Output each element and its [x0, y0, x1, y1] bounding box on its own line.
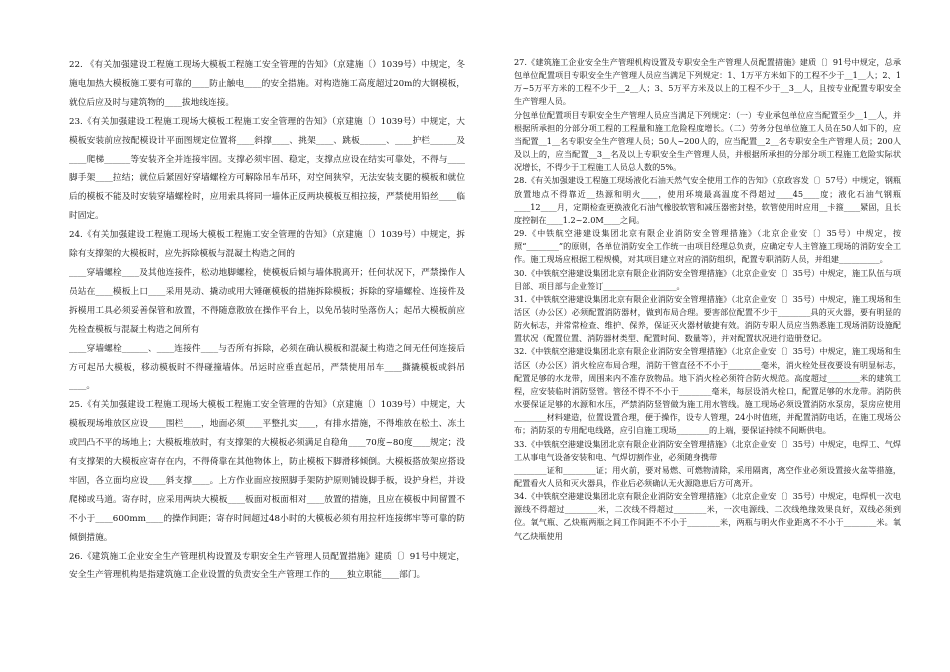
question-25: 25.《有关加强建设工程施工现场大模板工程施工安全管理的告知》（京建施〔）1039号）中规定，大模板现场堆放区应设____围栏____，地面必须____平整扎实____，有排水措施，不得堆放在松土、冻土或凹凸不平的场地上；大模板堆放时，有支撑架的大模板必须满足自稳角____70度~80度____规定；没有支撑架的大模板应寄存在内，不得倚靠在其他物体上，防止模板下脚滑移倾倒。大模板搭放架应搭设牢固，各立面均应设____斜支撑____。上方作业面应按照脚手架防护原则铺设脚手板，设护身栏，并设爬梯或马道。寄存时，应采用两块大模板____板面对板面相对____放置的措施，且应在模板中间留置不不小于____600mm____的操作间距；寄存时间超过48小时的大模板必须有用拉杆连接绑牢等可靠的防倾倒措施。: [69, 400, 465, 543]
question-33-continued: ________证和________证；用火前，要对易燃、可燃物清除，采用隔离，离空作业必须设置接火盆等措施，配置看火人员和灭火器具，作业后必须确认无火源隐患后方可离开。: [514, 464, 901, 488]
question-23: 23.《有关加强建设工程施工现场大模板工程施工安全管理的告知》（京建施〔）1039号）中规定，大模板安装前应按配模设计平面图规定位置将____斜撑____、挑架____、跳板______、____护栏______及____爬梯______等安装齐全并连接牢固。支撑必须牢固、稳定，支撑点应设在结实可靠处，不得与____脚手架____拉结；就位后紧固好穿墙螺栓方可解除吊车吊环，对空间狭窄，无法安装支腿的模板和就位后的模板不能及时安装穿墙螺栓时，应用索具将同一墙体正反两块模板互相拉接，严禁使用铅丝____临时固定。: [69, 116, 465, 222]
question-29: 29.《中铁航空港建设集团北京有限企业消防安全管理措施》（北京企业安〔〕35号）中规定，按照“________”的原则，各单位消防安全工作统一由项目经理总负责，应确定专人主管施工现场的消防安全工作。施工现场应根据工程规模，对其项目建立对应的消防组织，配置专职消防人员，并组建__________。: [514, 228, 901, 265]
question-32: 32.《中铁航空港建设集团北京有限企业消防安全管理措施》（北京企业安〔〕35号）中规定，施工现场和生活区（办公区）消火栓应布局合理，消防干管直径不不小于________毫米，消火栓处昼夜要设有明显标志，配置足够的水龙带，周围来内不准存放物品。地下消火栓必须符合防火规范。高度超过________米的建筑工程，应安装临时消防竖管。管径不得不不小于________毫米，每层设消火栓口，配置足够的水龙带。消防供水要保证足够的水源和水压，严禁消防竖管做为施工用水管线。施工现场必须设置消防水泵房，泵房应使用________材料建造，位置设置合理，便于操作，设专人管理，24小时值班，并配置消防电话，在施工现场公布；消防泵的专用配电线路，应引自施工现场________的上端，要保证持续不间断供电。: [514, 346, 901, 436]
question-27: 27.《建筑施工企业安全生产管理机构设置及专职安全生产管理人员配置措施》建质〔〕91号中规定，总承包单位配置项目专职安全生产管理人员应当满足下列规定：1、1万平方米如下的工程不少于__1__人；2、1万~5万平方米的工程不少于__2__人；3、5万平方米及以上的工程不少于__3__人，且按专业配置专职安全生产管理人员。: [514, 57, 901, 107]
question-27-subcontract: 分包单位配置项目专职安全生产管理人员应当满足下列规定：（一）专业承包单位应当配置至少__1__人，并根据所承担的分部分项工程的工程量和施工危险程度增长。（二）劳务分包单位施工人员在50人如下的，应当配置__1__名专职安全生产管理人员；50人~200人的，应当配置__2__名专职安全生产管理人员；200人及以上的，应当配置__3__名及以上专职安全生产管理人员，并根据所承担的分部分项工程施工危险实际状况增长，不得少于工程施工人员总人数的5%。: [514, 109, 901, 173]
question-30: 30.《中铁航空港建设集团北京有限企业消防安全管理措施》（北京企业安〔〕35号）中规定，施工队伍与项目部、项目部与企业签订__________________。: [514, 267, 901, 291]
right-column: [514, 56, 901, 543]
question-34: 34.《中铁航空港建设集团北京有限企业消防安全管理措施》（北京企业安〔〕35号）中规定，电焊机一次电源线不得超过________米，二次线不得超过________米，一次电源线、二次线绝缘效果良好，双线必须到位。氧气瓶、乙炔瓶两瓶之间工作间距不不小于________米，两瓶与明火作业距离不不小于________米。氧气乙炔瓶使用: [514, 491, 901, 541]
left-column: [69, 56, 465, 585]
question-31: 31.《中铁航空港建设集团北京有限企业消防安全管理措施》（北京企业安〔〕35号）中规定，施工现场和生活区（办公区）必须配置消防器材，做到布局合理。要害部位配置不少于________具的灭火器，要有明显的防火标志，并常常检查、维护、保养，保证灭火器材敏捷有效。消防专职人员应当熟悉施工现场消防设施配置状况（配置位置、消防器材类型、配置时间、数量等），并对配置状况进行造册登记。: [514, 293, 901, 344]
question-24: 24.《有关加强建设工程施工现场大模板工程施工安全管理的告知》（京建施〔）1039号）中规定，拆除有支撑架的大模板时，应先拆除模板与混凝土构造之间的: [69, 230, 465, 260]
question-33: 33.《中铁航空港建设集团北京有限企业消防安全管理措施》（北京企业安〔〕35号）中规定，电焊工、气焊工从事电气设备安装和电、气焊切割作业，必须随身携带: [514, 438, 901, 462]
question-24-continued-2: ____穿墙螺栓______、____连接件____与否所有拆除，必须在确认模板和混凝土构造之间无任何连接后方可起吊大模板，移动模板时不得碰撞墙体。吊运时应垂直起吊，严禁使用吊车____撕撬模板或斜吊____。: [69, 343, 465, 392]
question-24-continued: ____穿墙螺栓____及其他连接件，松动地脚螺栓，使模板后倾与墙体脱离开；任何状况下，严禁操作人员站在____模板上口____采用晃动、撬动或用大锤砸模板的措施拆除模板；拆除的穿墙螺栓、连接件及拆模用工具必须妥善保管和放置，不得随意散放在操作平台上，以免吊装时坠落伤人；起吊大模板前应先检查模板与混凝土构造之间所有: [69, 267, 465, 335]
question-28: 28.《有关加强建设工程施工现场液化石油天然气安全使用工作的告知》（京政容发〔〕57号）中规定，钢瓶放置地点不得靠近__热源和明火____，使用环境最高温度不得超过____45____度；液化石油气钢瓶____12____月，定期检查更换液化石油气橡胶软管和减压器密封垫，软管使用时应用__卡箍____紧固，且长度控制在____1.2~2.0M____之间。: [514, 175, 901, 225]
question-22: 22. 《有关加强建设工程施工现场大模板工程施工安全管理的告知》（京建施〔）1039号）中规定，冬施电加热大模板施工要有可靠的____防止触电____的安全措施。对构造施工高度超过20m的大钢模板，就位后应及时与建筑物的____拔地线连接。: [69, 60, 465, 108]
question-26: 26.《建筑施工企业安全生产管理机构设置及专职安全生产管理人员配置措施》建质〔〕91号中规定，安全生产管理机构是指建筑施工企业设置的负责安全生产管理工作的____独立职能____部门。: [69, 551, 465, 581]
